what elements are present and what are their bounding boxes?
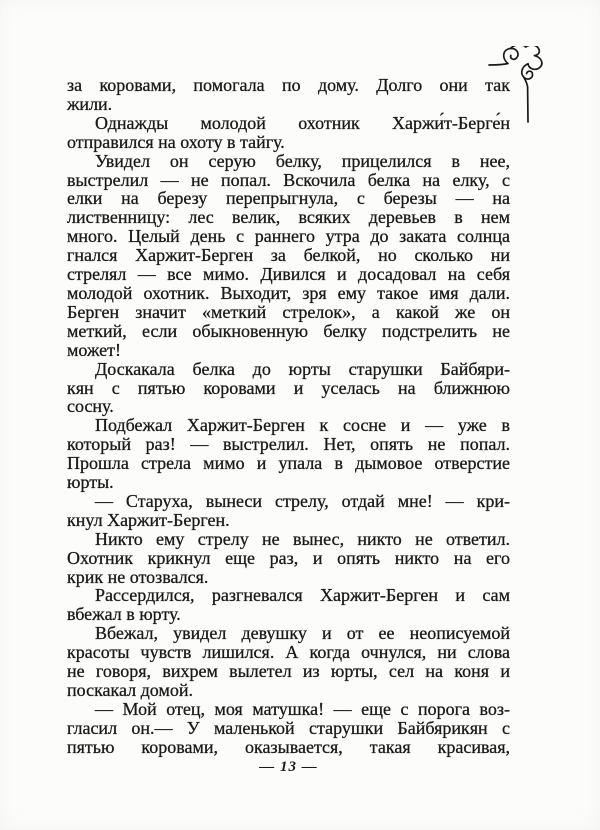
text-line: жили. xyxy=(67,93,113,114)
text-line: отправился на охоту в тайгу. xyxy=(67,131,285,152)
text-line: Берген значит «меткий стрелок», а какой же он xyxy=(67,301,510,322)
text-line: елки на березу перепрыгнула, с березы — на xyxy=(67,188,510,209)
text-line: который раз! — выстрелил. Нет, опять не попал. xyxy=(67,434,510,455)
text-line: сосну. xyxy=(67,396,114,417)
text-line: крик не отозвался. xyxy=(67,566,209,587)
text-line: не говоря, вихрем вылетел из юрты, сел на коня и xyxy=(67,661,510,682)
text-line: много. Целый день с раннего утра до заката солнца xyxy=(67,226,510,247)
text-line: Рассердился, разгневался Харжит-Берген и сам xyxy=(95,585,510,606)
text-line: красоты чувств лишился. А когда очнулся, ни слова xyxy=(67,642,510,663)
text-line: юрты. xyxy=(67,472,114,493)
page-number: — 13 — xyxy=(259,759,318,775)
text-line: Вбежал, увидел девушку и от ее неописуемой xyxy=(95,623,510,644)
text-line: Охотник крикнул еще раз, и опять никто на его xyxy=(67,547,510,568)
text-line: Никто ему стрелу не вынес, никто не ответил. xyxy=(95,528,510,549)
text-line: выстрелил — не попал. Вскочила белка на елку, с xyxy=(67,169,510,190)
text-line: поскакал домой. xyxy=(67,680,193,700)
text-line: стрелял — все мимо. Дивился и досадовал на себя xyxy=(67,264,510,285)
text-line: кнул Харжит-Берген. xyxy=(67,509,230,530)
text-line: кян с пятью коровами и уселась на ближнюю xyxy=(67,377,510,398)
text-line: за коровами, помогала по дому. Долго они так xyxy=(67,75,510,95)
text-block xyxy=(67,76,510,757)
text-line: — Старуха, вынеси стрелу, отдай мне! — кри- xyxy=(95,490,510,511)
text-line: пятью коровами, оказывается, такая красивая, xyxy=(67,736,510,757)
text-line: молодой охотник. Выходит, зря ему такое имя дали. xyxy=(67,282,510,303)
text-line: Доскакала белка до юрты старушки Байбяри- xyxy=(95,358,510,379)
text-line: — Мой отец, моя матушка! — еще с порога воз- xyxy=(95,698,510,719)
text-line: Увидел он серую белку, прицелился в нее, xyxy=(95,150,510,171)
text-line: вбежал в юрту. xyxy=(67,604,181,625)
text-line: Прошла стрела мимо и упала в дымовое отверстие xyxy=(67,453,510,474)
text-line: Подбежал Харжит-Берген к сосне и — уже в xyxy=(95,415,510,436)
text-line: меткий, если обыкновенную белку подстрелить не xyxy=(67,320,510,341)
text-line: гласил он.— У маленькой старушки Байбярикян с xyxy=(67,717,510,738)
text-line: может! xyxy=(67,339,121,360)
text-line: гнался Харжит-Берген за белкой, но сколько ни xyxy=(67,245,510,266)
text-line: Однажды молодой охотник Харжи́т-Берге́н xyxy=(95,112,510,133)
text-line: лиственницу: лес велик, всяких деревьев в нем xyxy=(67,207,510,228)
